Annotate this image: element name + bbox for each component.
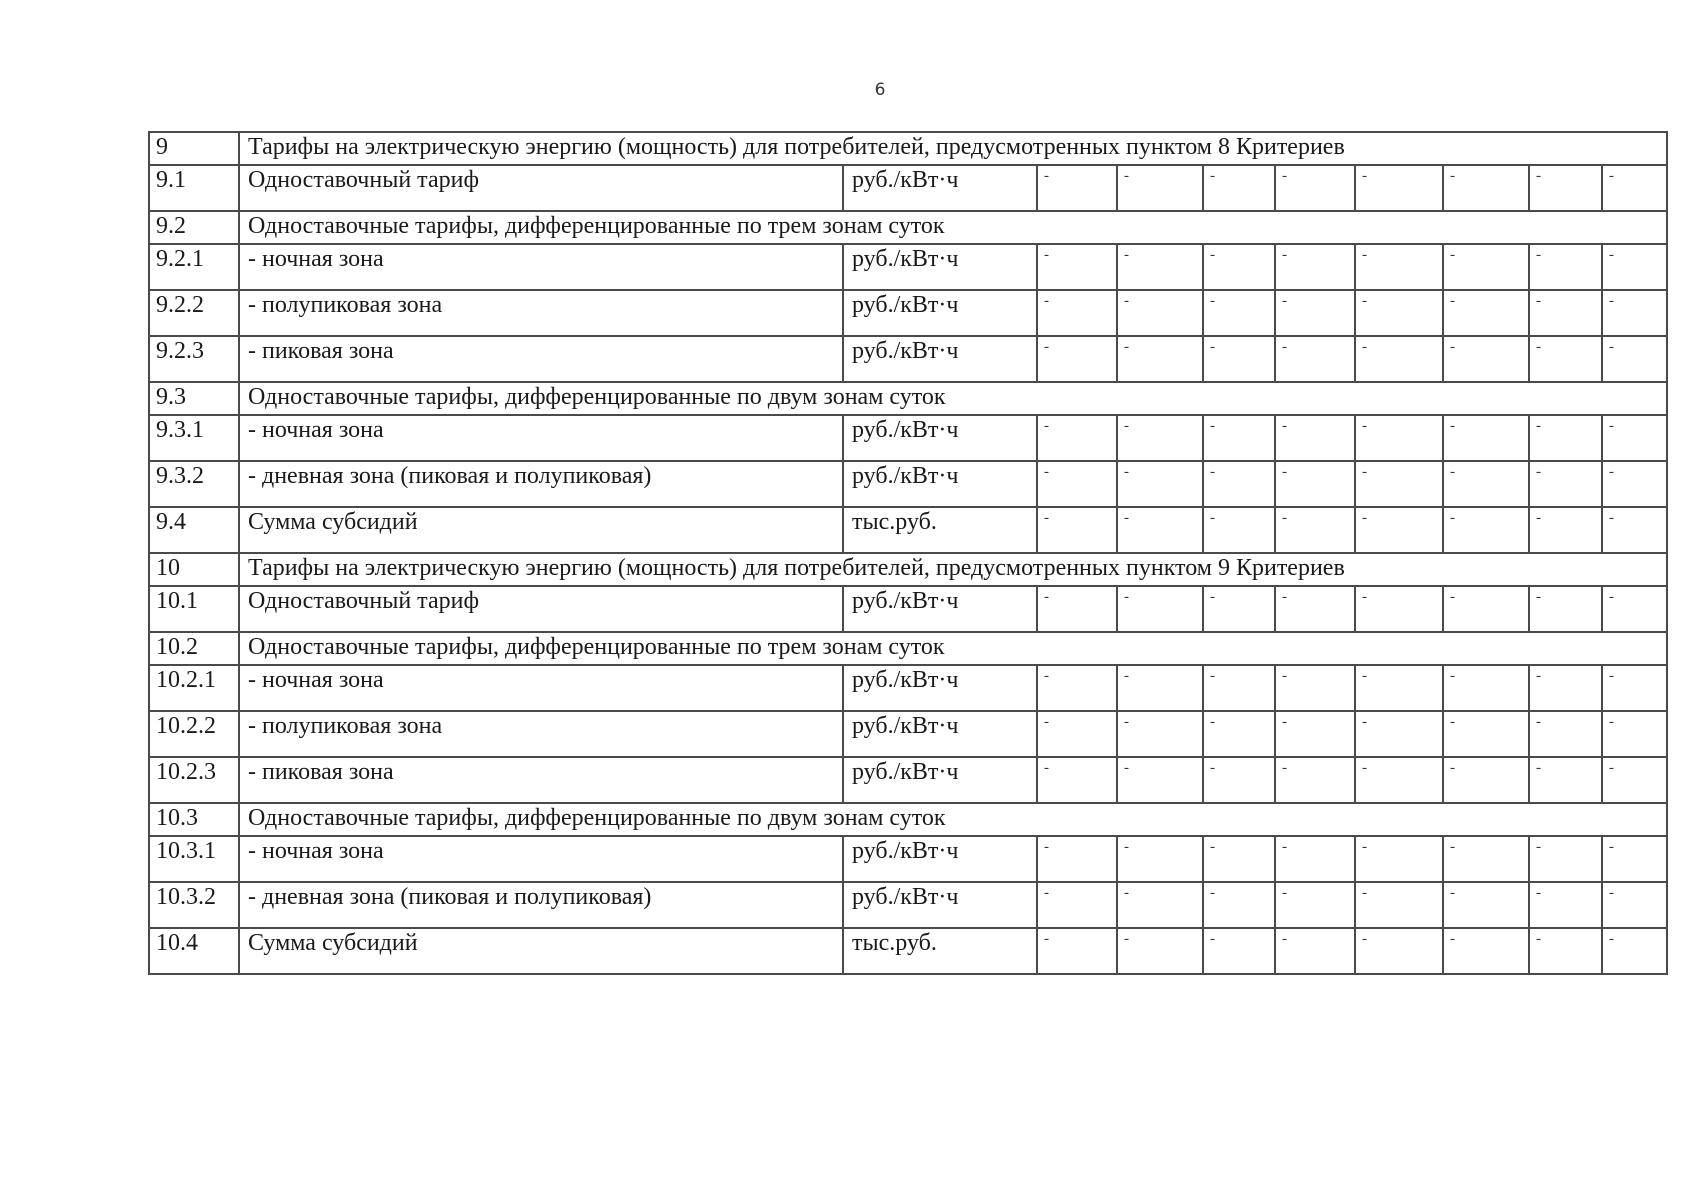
value-cell: -: [1117, 415, 1203, 461]
unit-cell: руб./кВт·ч: [843, 415, 1037, 461]
value-cell: -: [1117, 836, 1203, 882]
value-cell: -: [1117, 882, 1203, 928]
value-cell: -: [1037, 711, 1117, 757]
value-cell: -: [1443, 711, 1529, 757]
section-title: Одноставочные тарифы, дифференцированные по двум зонам суток: [239, 382, 1667, 415]
unit-cell: руб./кВт·ч: [843, 882, 1037, 928]
value-cell: -: [1355, 165, 1443, 211]
row-number: 10.3.1: [149, 836, 239, 882]
value-cell: -: [1275, 665, 1355, 711]
value-cell: -: [1275, 711, 1355, 757]
unit-cell: руб./кВт·ч: [843, 757, 1037, 803]
unit-cell: тыс.руб.: [843, 507, 1037, 553]
row-number: 9.3.1: [149, 415, 239, 461]
unit-cell: руб./кВт·ч: [843, 336, 1037, 382]
section-row: [149, 382, 1667, 415]
value-cell: -: [1602, 586, 1667, 632]
row-title: Сумма субсидий: [239, 507, 843, 553]
value-cell: -: [1355, 461, 1443, 507]
value-cell: -: [1443, 165, 1529, 211]
value-cell: -: [1037, 665, 1117, 711]
value-cell: -: [1117, 336, 1203, 382]
section-title: Одноставочные тарифы, дифференцированные по трем зонам суток: [239, 211, 1667, 244]
section-title: Тарифы на электрическую энергию (мощность) для потребителей, предусмотренных пунктом 8 Критериев: [239, 132, 1667, 165]
value-cell: -: [1529, 711, 1602, 757]
value-cell: -: [1275, 586, 1355, 632]
value-cell: -: [1275, 165, 1355, 211]
value-cell: -: [1602, 836, 1667, 882]
section-title: Одноставочные тарифы, дифференцированные по двум зонам суток: [239, 803, 1667, 836]
value-cell: -: [1355, 507, 1443, 553]
value-cell: -: [1355, 757, 1443, 803]
value-cell: -: [1529, 507, 1602, 553]
row-title: - полупиковая зона: [239, 711, 843, 757]
value-cell: -: [1203, 244, 1275, 290]
section-title: Тарифы на электрическую энергию (мощность) для потребителей, предусмотренных пунктом 9 Критериев: [239, 553, 1667, 586]
row-title: - ночная зона: [239, 836, 843, 882]
value-cell: -: [1203, 665, 1275, 711]
row-number: 9.2.3: [149, 336, 239, 382]
unit-cell: руб./кВт·ч: [843, 711, 1037, 757]
value-cell: -: [1117, 244, 1203, 290]
value-cell: -: [1443, 836, 1529, 882]
table-row: [149, 757, 1667, 803]
value-cell: -: [1355, 336, 1443, 382]
value-cell: -: [1602, 461, 1667, 507]
value-cell: -: [1602, 757, 1667, 803]
value-cell: -: [1602, 165, 1667, 211]
value-cell: -: [1037, 461, 1117, 507]
table-row: [149, 836, 1667, 882]
value-cell: -: [1275, 757, 1355, 803]
value-cell: -: [1355, 290, 1443, 336]
value-cell: -: [1275, 290, 1355, 336]
value-cell: -: [1275, 461, 1355, 507]
row-title: - пиковая зона: [239, 336, 843, 382]
table-row: [149, 244, 1667, 290]
value-cell: -: [1117, 928, 1203, 974]
value-cell: -: [1275, 244, 1355, 290]
value-cell: -: [1355, 665, 1443, 711]
tariff-table: [148, 131, 1668, 975]
value-cell: -: [1443, 665, 1529, 711]
value-cell: -: [1602, 415, 1667, 461]
row-number: 9.2: [149, 211, 239, 244]
value-cell: -: [1037, 336, 1117, 382]
row-number: 10.2.2: [149, 711, 239, 757]
value-cell: -: [1037, 165, 1117, 211]
page-number: 6: [874, 80, 886, 100]
table-row: [149, 711, 1667, 757]
value-cell: -: [1203, 757, 1275, 803]
table-row: [149, 336, 1667, 382]
value-cell: -: [1602, 336, 1667, 382]
value-cell: -: [1037, 836, 1117, 882]
value-cell: -: [1037, 290, 1117, 336]
value-cell: -: [1355, 882, 1443, 928]
value-cell: -: [1117, 290, 1203, 336]
value-cell: -: [1355, 711, 1443, 757]
value-cell: -: [1203, 928, 1275, 974]
row-title: - дневная зона (пиковая и полупиковая): [239, 461, 843, 507]
value-cell: -: [1117, 711, 1203, 757]
value-cell: -: [1203, 586, 1275, 632]
value-cell: -: [1203, 290, 1275, 336]
unit-cell: руб./кВт·ч: [843, 836, 1037, 882]
value-cell: -: [1602, 711, 1667, 757]
row-number: 10.1: [149, 586, 239, 632]
value-cell: -: [1203, 882, 1275, 928]
value-cell: -: [1602, 290, 1667, 336]
row-number: 9.3.2: [149, 461, 239, 507]
value-cell: -: [1529, 165, 1602, 211]
row-number: 10.2: [149, 632, 239, 665]
section-row: [149, 211, 1667, 244]
row-number: 9.1: [149, 165, 239, 211]
value-cell: -: [1037, 415, 1117, 461]
value-cell: -: [1203, 836, 1275, 882]
table-row: [149, 290, 1667, 336]
value-cell: -: [1529, 836, 1602, 882]
value-cell: -: [1117, 165, 1203, 211]
value-cell: -: [1602, 507, 1667, 553]
value-cell: -: [1529, 586, 1602, 632]
unit-cell: руб./кВт·ч: [843, 165, 1037, 211]
row-number: 10.2.3: [149, 757, 239, 803]
row-title: Одноставочный тариф: [239, 586, 843, 632]
row-number: 10.4: [149, 928, 239, 974]
row-title: - пиковая зона: [239, 757, 843, 803]
value-cell: -: [1529, 665, 1602, 711]
row-number: 9.3: [149, 382, 239, 415]
row-title: - полупиковая зона: [239, 290, 843, 336]
row-number: 9: [149, 132, 239, 165]
table-row: [149, 882, 1667, 928]
row-number: 9.2.1: [149, 244, 239, 290]
table-row: [149, 928, 1667, 974]
section-row: [149, 803, 1667, 836]
value-cell: -: [1275, 882, 1355, 928]
unit-cell: руб./кВт·ч: [843, 461, 1037, 507]
value-cell: -: [1443, 507, 1529, 553]
table-row: [149, 415, 1667, 461]
value-cell: -: [1602, 244, 1667, 290]
value-cell: -: [1355, 586, 1443, 632]
value-cell: -: [1529, 415, 1602, 461]
value-cell: -: [1602, 928, 1667, 974]
row-number: 9.2.2: [149, 290, 239, 336]
value-cell: -: [1275, 415, 1355, 461]
table-row: [149, 507, 1667, 553]
value-cell: -: [1275, 336, 1355, 382]
value-cell: -: [1203, 165, 1275, 211]
value-cell: -: [1529, 928, 1602, 974]
section-row: [149, 632, 1667, 665]
value-cell: -: [1602, 882, 1667, 928]
value-cell: -: [1443, 757, 1529, 803]
value-cell: -: [1443, 928, 1529, 974]
value-cell: -: [1117, 757, 1203, 803]
unit-cell: руб./кВт·ч: [843, 586, 1037, 632]
value-cell: -: [1443, 586, 1529, 632]
row-number: 10.2.1: [149, 665, 239, 711]
value-cell: -: [1203, 336, 1275, 382]
value-cell: -: [1037, 507, 1117, 553]
value-cell: -: [1117, 461, 1203, 507]
unit-cell: руб./кВт·ч: [843, 244, 1037, 290]
value-cell: -: [1203, 711, 1275, 757]
value-cell: -: [1443, 415, 1529, 461]
value-cell: -: [1275, 507, 1355, 553]
unit-cell: руб./кВт·ч: [843, 665, 1037, 711]
section-title: Одноставочные тарифы, дифференцированные по трем зонам суток: [239, 632, 1667, 665]
table-row: [149, 165, 1667, 211]
table-row: [149, 461, 1667, 507]
value-cell: -: [1355, 836, 1443, 882]
row-number: 10: [149, 553, 239, 586]
section-row: [149, 553, 1667, 586]
value-cell: -: [1529, 461, 1602, 507]
row-title: - ночная зона: [239, 415, 843, 461]
value-cell: -: [1117, 507, 1203, 553]
value-cell: -: [1443, 461, 1529, 507]
value-cell: -: [1355, 928, 1443, 974]
row-title: Сумма субсидий: [239, 928, 843, 974]
row-number: 10.3: [149, 803, 239, 836]
value-cell: -: [1037, 586, 1117, 632]
value-cell: -: [1037, 244, 1117, 290]
value-cell: -: [1203, 461, 1275, 507]
value-cell: -: [1275, 928, 1355, 974]
table-row: [149, 665, 1667, 711]
value-cell: -: [1037, 757, 1117, 803]
value-cell: -: [1275, 836, 1355, 882]
value-cell: -: [1529, 290, 1602, 336]
row-title: - ночная зона: [239, 244, 843, 290]
value-cell: -: [1443, 336, 1529, 382]
value-cell: -: [1529, 336, 1602, 382]
section-row: [149, 132, 1667, 165]
row-title: Одноставочный тариф: [239, 165, 843, 211]
unit-cell: тыс.руб.: [843, 928, 1037, 974]
value-cell: -: [1203, 507, 1275, 553]
tariff-table-body: [149, 132, 1667, 974]
unit-cell: руб./кВт·ч: [843, 290, 1037, 336]
row-number: 9.4: [149, 507, 239, 553]
value-cell: -: [1117, 665, 1203, 711]
value-cell: -: [1529, 882, 1602, 928]
row-title: - ночная зона: [239, 665, 843, 711]
table-row: [149, 586, 1667, 632]
value-cell: -: [1443, 882, 1529, 928]
value-cell: -: [1529, 757, 1602, 803]
value-cell: -: [1203, 415, 1275, 461]
value-cell: -: [1602, 665, 1667, 711]
value-cell: -: [1355, 415, 1443, 461]
value-cell: -: [1355, 244, 1443, 290]
value-cell: -: [1529, 244, 1602, 290]
value-cell: -: [1037, 882, 1117, 928]
row-number: 10.3.2: [149, 882, 239, 928]
value-cell: -: [1037, 928, 1117, 974]
value-cell: -: [1443, 244, 1529, 290]
value-cell: -: [1117, 586, 1203, 632]
value-cell: -: [1443, 290, 1529, 336]
row-title: - дневная зона (пиковая и полупиковая): [239, 882, 843, 928]
